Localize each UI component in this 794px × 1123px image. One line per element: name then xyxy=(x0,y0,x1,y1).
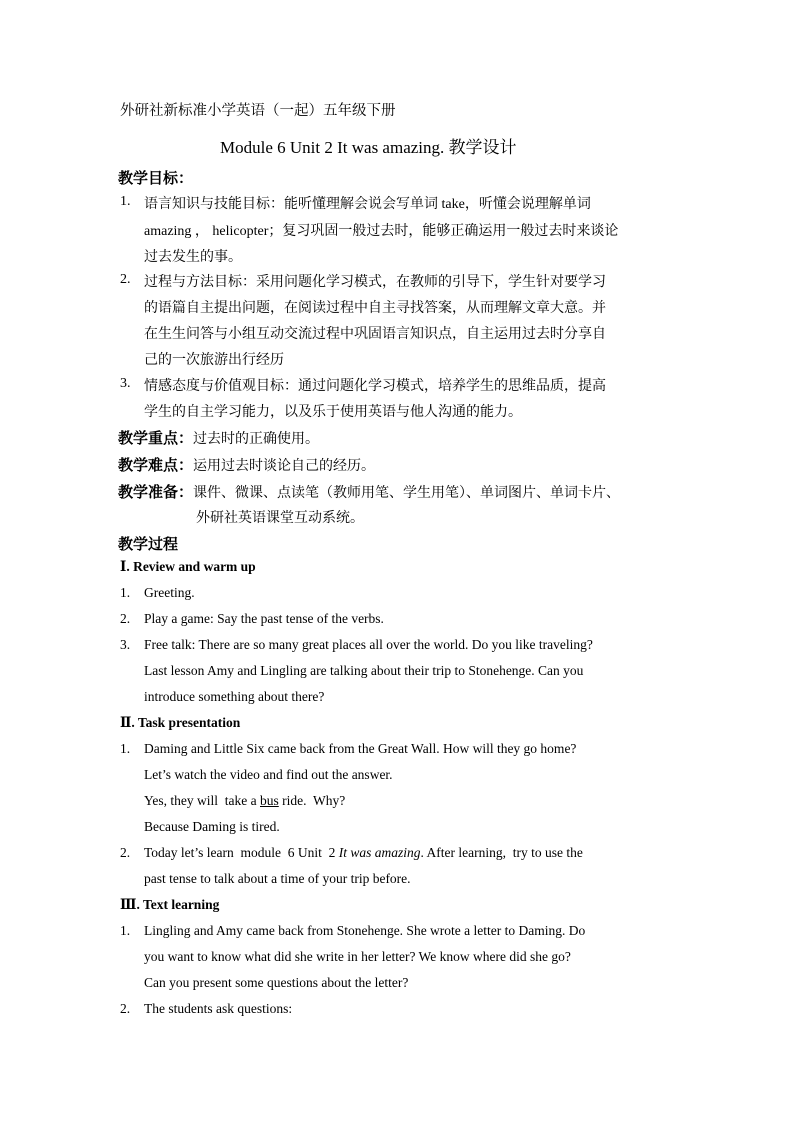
s2-line3-part-b: ride. Why? xyxy=(278,793,346,808)
s2-item-2-line-1 xyxy=(144,845,583,861)
key-point-label: 教学重点： xyxy=(118,431,194,447)
s3-item-1-line-2: you want to know what did she write in her letter? We know where did she go? xyxy=(144,949,571,964)
objective-3-number: 3. xyxy=(120,376,131,391)
s2-item2-part-a: Today let’s learn module 6 Unit 2 xyxy=(144,845,339,860)
objective-2-line-1: 过程与方法目标：采用问题化学习模式，在教师的引导下，学生针对要学习 xyxy=(144,275,606,290)
objective-2-line-4: 己的一次旅游出行经历 xyxy=(144,353,284,368)
s3-item-1-number: 1. xyxy=(120,923,131,938)
objective-3-line-1: 情感态度与价值观目标：通过问题化学习模式，培养学生的思维品质，提高 xyxy=(144,379,606,394)
s1-item-1-line-1: Greeting. xyxy=(144,585,195,600)
objective-1-line-3: 过去发生的事。 xyxy=(144,250,242,265)
objective-2-line-3: 在生生问答与小组互动交流过程中巩固语言知识点，自主运用过去时分享自 xyxy=(144,327,606,342)
objective-2-number: 2. xyxy=(120,272,131,287)
s1-item-2-line-1: Play a game: Say the past tense of the verbs. xyxy=(144,611,384,626)
preparation-text-1: 课件、微课、点读笔（教师用笔、学生用笔）、单词图片、单词卡片、 xyxy=(193,486,621,501)
page-title: Module 6 Unit 2 It was amazing. 教学设计 xyxy=(220,138,517,157)
s3-item-1-line-3: Can you present some questions about the letter? xyxy=(144,975,409,990)
s2-item2-italic-title: It was amazing xyxy=(338,845,421,860)
key-point-text: 过去时的正确使用。 xyxy=(193,432,320,447)
section-1-heading: Ⅰ. Review and warm up xyxy=(120,559,256,574)
difficulty-text: 运用过去时谈论自己的经历。 xyxy=(193,459,376,474)
s2-item-1-line-4: Because Daming is tired. xyxy=(144,819,280,834)
s2-item-1-line-1: Daming and Little Six came back from the Great Wall. How will they go home? xyxy=(144,741,577,756)
objective-3-line-2: 学生的自主学习能力，以及乐于使用英语与他人沟通的能力。 xyxy=(144,405,522,420)
objective-1-line-1: 语言知识与技能目标：能听懂理解会说会写单词 take，听懂会说理解单词 xyxy=(144,197,591,212)
objective-2-line-2: 的语篇自主提出问题，在阅读过程中自主寻找答案，从而理解文章大意。并 xyxy=(144,301,606,316)
objectives-heading: 教学目标： xyxy=(118,171,194,187)
s3-item-2-line-1: The students ask questions: xyxy=(144,1001,293,1016)
s2-item-1-number: 1. xyxy=(120,741,131,756)
process-heading: 教学过程 xyxy=(118,537,179,553)
s1-item-3-line-3: introduce something about there? xyxy=(144,689,325,704)
section-2-heading: Ⅱ. Task presentation xyxy=(120,715,241,730)
key-point-row xyxy=(118,427,319,448)
s1-item-3-line-2: Last lesson Amy and Lingling are talking about their trip to Stonehenge. Can you xyxy=(144,663,584,678)
difficulty-row xyxy=(118,454,375,475)
s3-item-1-line-1: Lingling and Amy came back from Stonehenge. She wrote a letter to Daming. Do xyxy=(144,923,586,938)
s2-line3-part-a: Yes, they will take a xyxy=(144,793,260,808)
book-header: 外研社新标准小学英语（一起）五年级下册 xyxy=(120,103,396,119)
s2-line3-underlined-word: bus xyxy=(260,793,279,808)
s2-item-1-line-2: Let’s watch the video and find out the answer. xyxy=(144,767,393,782)
difficulty-label: 教学难点： xyxy=(118,458,194,474)
objective-1-number: 1. xyxy=(120,194,131,209)
s2-item-2-number: 2. xyxy=(120,845,131,860)
s2-item-2-line-2: past tense to talk about a time of your trip before. xyxy=(144,871,411,886)
s1-item-3-number: 3. xyxy=(120,637,131,652)
s2-item-1-line-3 xyxy=(144,793,345,809)
s3-item-2-number: 2. xyxy=(120,1001,131,1016)
preparation-text-2: 外研社英语课堂互动系统。 xyxy=(196,511,364,526)
preparation-label: 教学准备： xyxy=(118,485,194,501)
objective-1-line-2: amazing ， helicopter；复习巩固一般过去时，能够正确运用一般过去时来谈论 xyxy=(144,224,619,239)
s1-item-2-number: 2. xyxy=(120,611,131,626)
preparation-row xyxy=(118,481,620,502)
s1-item-3-line-1: Free talk: There are so many great places all over the world. Do you like traveling? xyxy=(144,637,593,652)
s2-item2-part-b: . After learning, try to use the xyxy=(420,845,583,860)
s1-item-1-number: 1. xyxy=(120,585,131,600)
section-3-heading: Ⅲ. Text learning xyxy=(120,897,220,912)
